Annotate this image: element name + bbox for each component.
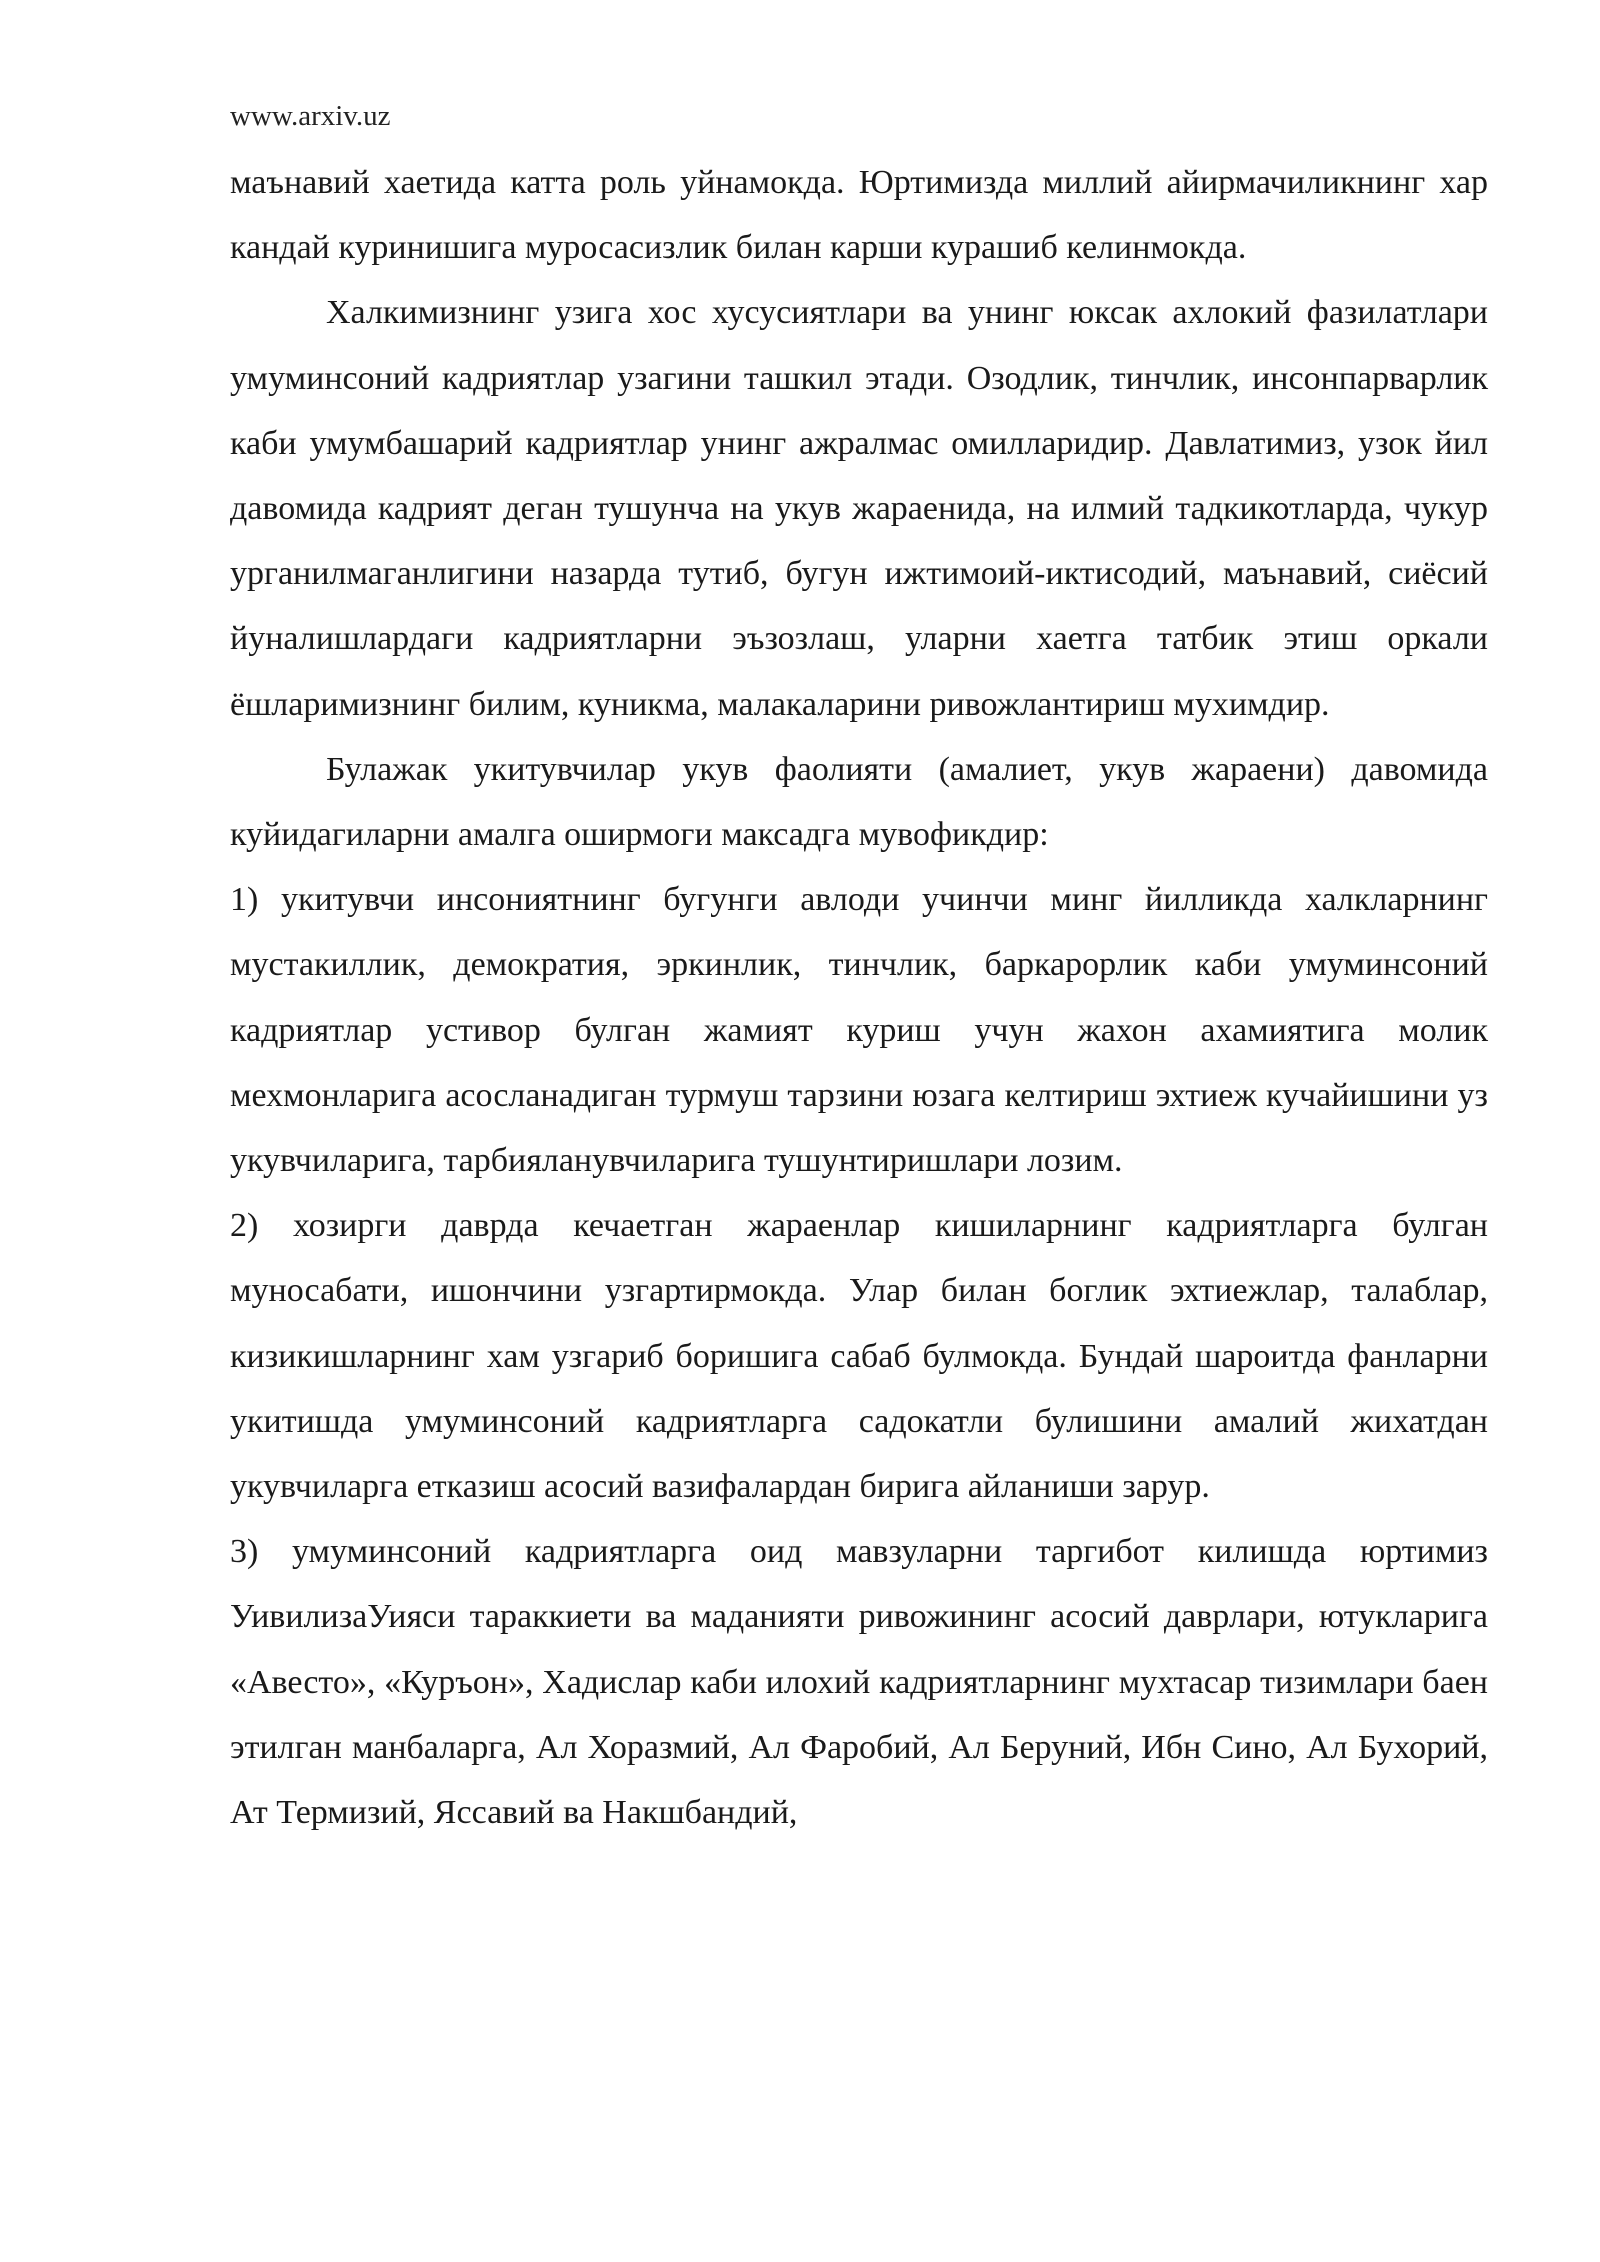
- paragraph: Халкимизнинг узига хос хусусиятлари ва унинг юксак ахлокий фазилатлари умуминсоний кадриятлар узагини ташкил этади. Озодлик, тинчлик, инсонпарварлик каби умумбашарий кадриятлар унинг ажралмас омилларидир. Давлатимиз, узок йил давомида кадрият деган тушунча на укув жараенида, на илмий тадкикотларда, чукур урганилмаганлигини назарда тутиб, бугун ижтимоий-иктисодий, маънавий, сиёсий йуналишлардаги кадриятларни эъзозлаш, уларни хаетга татбик этиш оркали ёшларимизнинг билим, куникма, малакаларини ривожлантириш мухимдир.: [230, 294, 1488, 723]
- document-body: [230, 150, 1488, 1845]
- header-url: www.arxiv.uz: [230, 100, 391, 132]
- paragraph: маънавий хаетида катта роль уйнамокда. Юртимизда миллий айирмачиликнинг хар кандай куринишига муросасизлик билан карши курашиб келинмокда.: [230, 164, 1488, 267]
- list-item-1: 1) укитувчи инсониятнинг бугунги авлоди учинчи минг йилликда халкларнинг мустакиллик, демократия, эркинлик, тинчлик, баркарорлик каби умуминсоний кадриятлар устивор булган жамият куриш учун жахон ахамиятига молик мехмонларига асосланадиган турмуш тарзини юзага келтириш эхтиеж кучайишини уз укувчиларига, тарбияланувчиларига тушунтиришлари лозим.: [230, 881, 1488, 1180]
- list-item-2: 2) хозирги даврда кечаетган жараенлар кишиларнинг кадриятларга булган муносабати, ишончини узгартирмокда. Улар билан боглик эхтиежлар, талаблар, кизикишларнинг хам узгариб боришига сабаб булмокда. Бундай шароитда фанларни укитишда умуминсоний кадриятларга садокатли булишини амалий жихатдан укувчиларга етказиш асосий вазифалардан бирига айланиши зарур.: [230, 1207, 1488, 1506]
- list-item-3: 3) умуминсоний кадриятларга оид мавзуларни таргибот килишда юртимиз УивилизаУияси тараккиети ва маданияти ривожининг асосий даврлари, ютукларига «Авесто», «Куръон», Хадислар каби илохий кадриятларнинг мухтасар тизимлари баен этилган манбаларга, Ал Хоразмий, Ал Фаробий, Ал Беруний, Ибн Сино, Ал Бухорий, Ат Термизий, Яссавий ва Накшбандий,: [230, 1533, 1488, 1832]
- paragraph: Булажак укитувчилар укув фаолияти (амалиет, укув жараени) давомида куйидагиларни амалга оширмоги максадга мувофикдир:: [230, 750, 1488, 854]
